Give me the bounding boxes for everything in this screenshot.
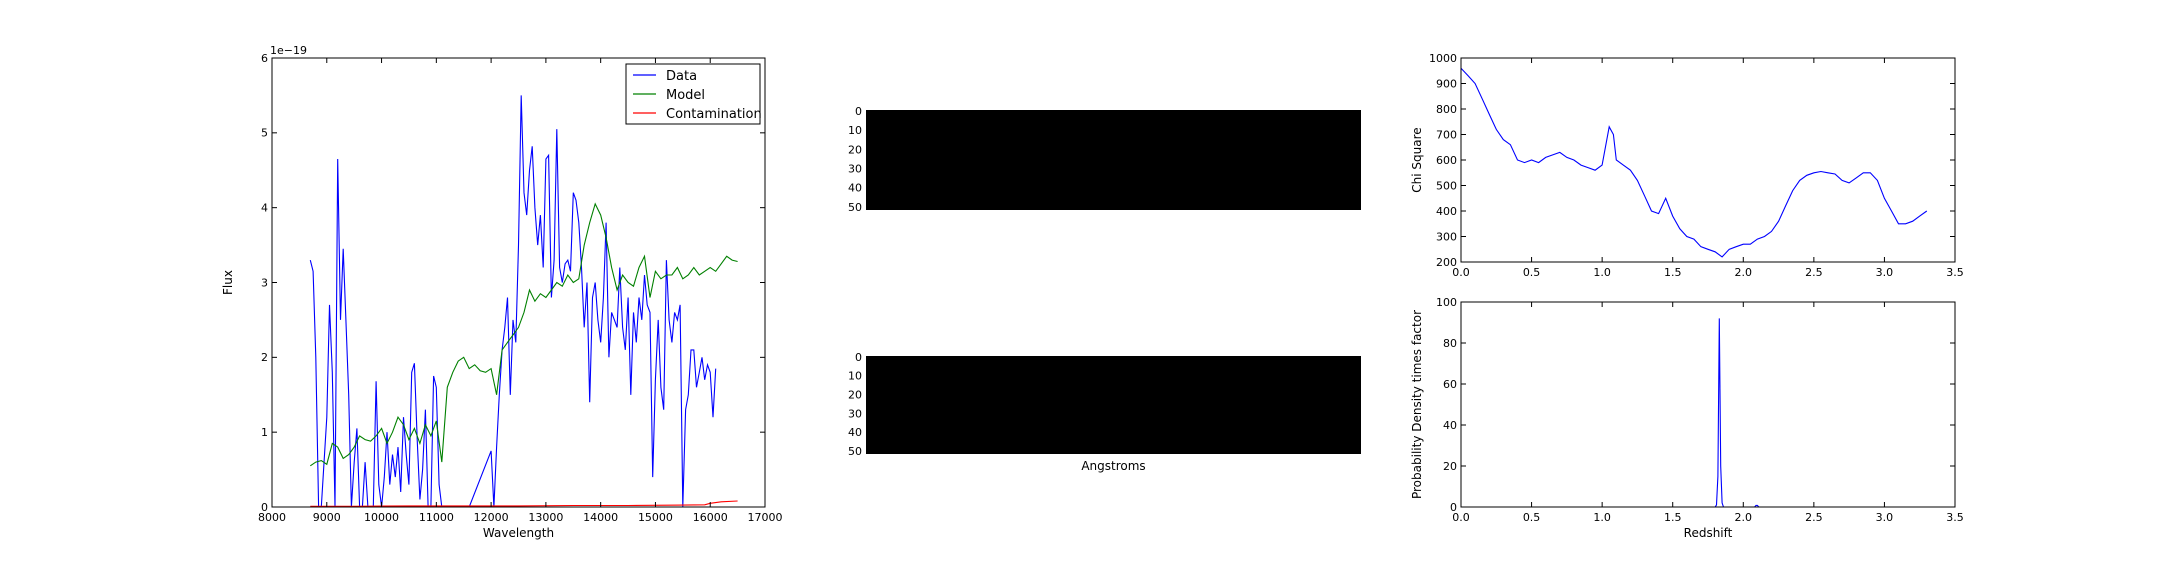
series-line-chi-square — [1461, 68, 1927, 257]
x-tick-label: 14000 — [583, 511, 619, 524]
x-tick-label: 9000 — [312, 511, 341, 524]
x-tick-label: 1.5 — [1663, 266, 1682, 279]
legend-label-data: Data — [666, 69, 698, 84]
y-tick-label: 10 — [848, 124, 862, 138]
x-axis-label: Wavelength — [482, 526, 555, 540]
series-line-contamination — [310, 501, 737, 506]
chi-square-plot — [1410, 52, 1964, 279]
x-tick-label: 3.0 — [1875, 266, 1894, 279]
y-tick-label: 0 — [261, 500, 268, 514]
y-tick-label: 10 — [848, 369, 862, 383]
y-offset-label: 1e−19 — [270, 44, 307, 57]
y-tick-label: 40 — [1443, 418, 1457, 432]
x-tick-label: 16000 — [692, 511, 728, 524]
y-tick-label: 0 — [855, 104, 862, 118]
x-tick-label: 8000 — [258, 511, 286, 524]
y-tick-label: 1 — [261, 426, 268, 440]
x-tick-label: 12000 — [473, 511, 509, 524]
y-tick-label: 100 — [1436, 295, 1457, 309]
legend-label-contamination: Contamination — [666, 107, 762, 122]
x-tick-label: 1.0 — [1593, 266, 1611, 279]
y-tick-label: 0 — [1450, 500, 1457, 514]
y-axis-label: Probability Density times factor — [1410, 309, 1424, 500]
legend-label-model: Model — [666, 88, 706, 103]
plot-frame — [1461, 58, 1955, 262]
image-area — [866, 110, 1361, 210]
x-tick-label: 0.5 — [1522, 266, 1541, 279]
x-tick-label: 11000 — [418, 511, 454, 524]
probability-density-plot — [1410, 296, 1964, 540]
spectrum-2d-image-top — [848, 105, 1361, 214]
y-tick-label: 20 — [848, 143, 862, 157]
flux-spectrum-plot — [221, 44, 783, 540]
y-tick-label: 600 — [1436, 153, 1457, 167]
y-tick-label: 5 — [261, 126, 268, 140]
y-tick-label: 60 — [1443, 377, 1457, 391]
y-tick-label: 700 — [1436, 128, 1457, 142]
y-tick-label: 900 — [1436, 77, 1457, 91]
y-tick-label: 50 — [848, 200, 862, 214]
x-tick-label: 2.0 — [1734, 511, 1753, 524]
y-axis-label: Chi Square — [1410, 127, 1424, 193]
x-tick-label: 0.5 — [1522, 511, 1541, 524]
plot-frame — [272, 58, 765, 507]
x-tick-label: 1.0 — [1593, 511, 1611, 524]
y-tick-label: 800 — [1436, 102, 1457, 116]
y-tick-label: 400 — [1436, 204, 1457, 218]
y-tick-label: 1000 — [1429, 51, 1457, 65]
x-axis-label: Angstroms — [1081, 459, 1146, 473]
x-tick-label: 2.5 — [1805, 511, 1823, 524]
y-tick-label: 30 — [848, 162, 862, 176]
x-tick-label: 2.5 — [1805, 266, 1823, 279]
series-line-data — [310, 95, 715, 507]
y-tick-label: 4 — [261, 201, 268, 215]
x-tick-label: 3.5 — [1946, 266, 1964, 279]
y-tick-label: 20 — [1443, 459, 1457, 473]
y-tick-label: 3 — [261, 276, 268, 290]
y-tick-label: 500 — [1436, 179, 1457, 193]
x-tick-label: 1.5 — [1663, 511, 1682, 524]
x-tick-label: 3.0 — [1875, 511, 1894, 524]
y-tick-label: 30 — [848, 407, 862, 421]
x-tick-label: 2.0 — [1734, 266, 1753, 279]
x-tick-label: 10000 — [364, 511, 400, 524]
image-area — [866, 356, 1361, 454]
y-tick-label: 300 — [1436, 230, 1457, 244]
y-tick-label: 2 — [261, 351, 268, 365]
y-tick-label: 200 — [1436, 255, 1457, 269]
x-axis-label: Redshift — [1683, 526, 1733, 540]
x-tick-label: 17000 — [747, 511, 783, 524]
series-line-pdf — [1461, 318, 1927, 507]
x-tick-label: 0.0 — [1452, 266, 1470, 279]
x-tick-label: 0.0 — [1452, 511, 1470, 524]
spectrum-2d-image-bottom — [848, 351, 1361, 473]
x-tick-label: 15000 — [637, 511, 673, 524]
x-tick-label: 13000 — [528, 511, 564, 524]
y-tick-label: 80 — [1443, 336, 1457, 350]
y-tick-label: 20 — [848, 388, 862, 402]
plot-frame — [1461, 302, 1955, 507]
y-axis-label: Flux — [221, 270, 235, 295]
series-line-model — [310, 204, 737, 466]
y-tick-label: 0 — [855, 350, 862, 364]
y-tick-label: 6 — [261, 51, 268, 65]
y-tick-label: 40 — [848, 426, 862, 440]
y-tick-label: 40 — [848, 181, 862, 195]
x-tick-label: 3.5 — [1946, 511, 1964, 524]
y-tick-label: 50 — [848, 445, 862, 459]
